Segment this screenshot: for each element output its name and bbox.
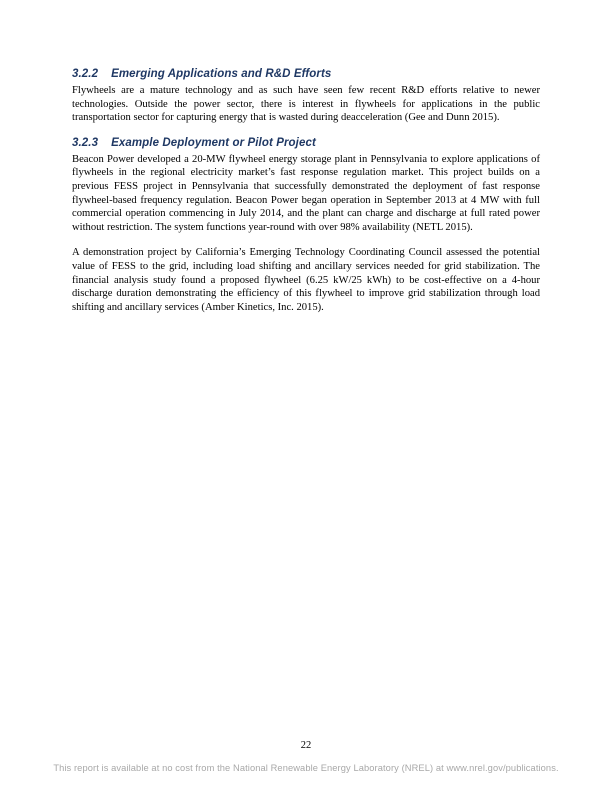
body-paragraph: A demonstration project by California’s Emerging Technology Coordinating Council assessed the potential value of FESS to the grid, including load shifting and ancillary services needed for grid stabilization. The financial analysis study found a proposed flywheel (6.25 kW/25 kWh) to be cost-effective on a 4-hour discharge duration demonstrating the efficiency of this flywheel to improve grid stabilization through load shifting and ancillary services (Amber Kinetics, Inc. 2015). [72, 247, 540, 313]
section-heading-title: Emerging Applications and R&D Efforts [111, 68, 332, 80]
section-heading-number: 3.2.3 [72, 136, 99, 149]
footer-availability-note: This report is available at no cost from the National Renewable Energy Laboratory (NREL) at www.nrel.gov/publications. [53, 763, 559, 773]
section-heading [72, 68, 540, 80]
section-example-deployment [72, 137, 540, 315]
section-heading-title: Example Deployment or Pilot Project [111, 136, 316, 149]
body-paragraph: Beacon Power developed a 20-MW flywheel energy storage plant in Pennsylvania to explore applications of flywheels in the regional electricity market’s fast response regulation market. This project builds on a previous FESS project in Pennsylvania that successfully demonstrated the deployment of fast response flywheel-based frequency regulation. Beacon Power began operation in September 2013 at 4 MW with full commercial operation commencing in July 2014, and the plant can charge and discharge at full rated power without restriction. The system functions year-round with over 98% availability (NETL 2015). [72, 153, 540, 233]
section-emerging-applications [72, 68, 540, 125]
section-heading [72, 137, 540, 149]
page-content [72, 68, 540, 326]
page-number: 22 [300, 740, 312, 751]
body-paragraph: Flywheels are a mature technology and as such have seen few recent R&D efforts relative to newer technologies. Outside the power sector, there is interest in flywheels for applications in the public transportation sector for capturing energy that is wasted during deacceleration (Gee and Dunn 2015). [72, 85, 540, 124]
section-heading-number: 3.2.2 [72, 68, 99, 80]
